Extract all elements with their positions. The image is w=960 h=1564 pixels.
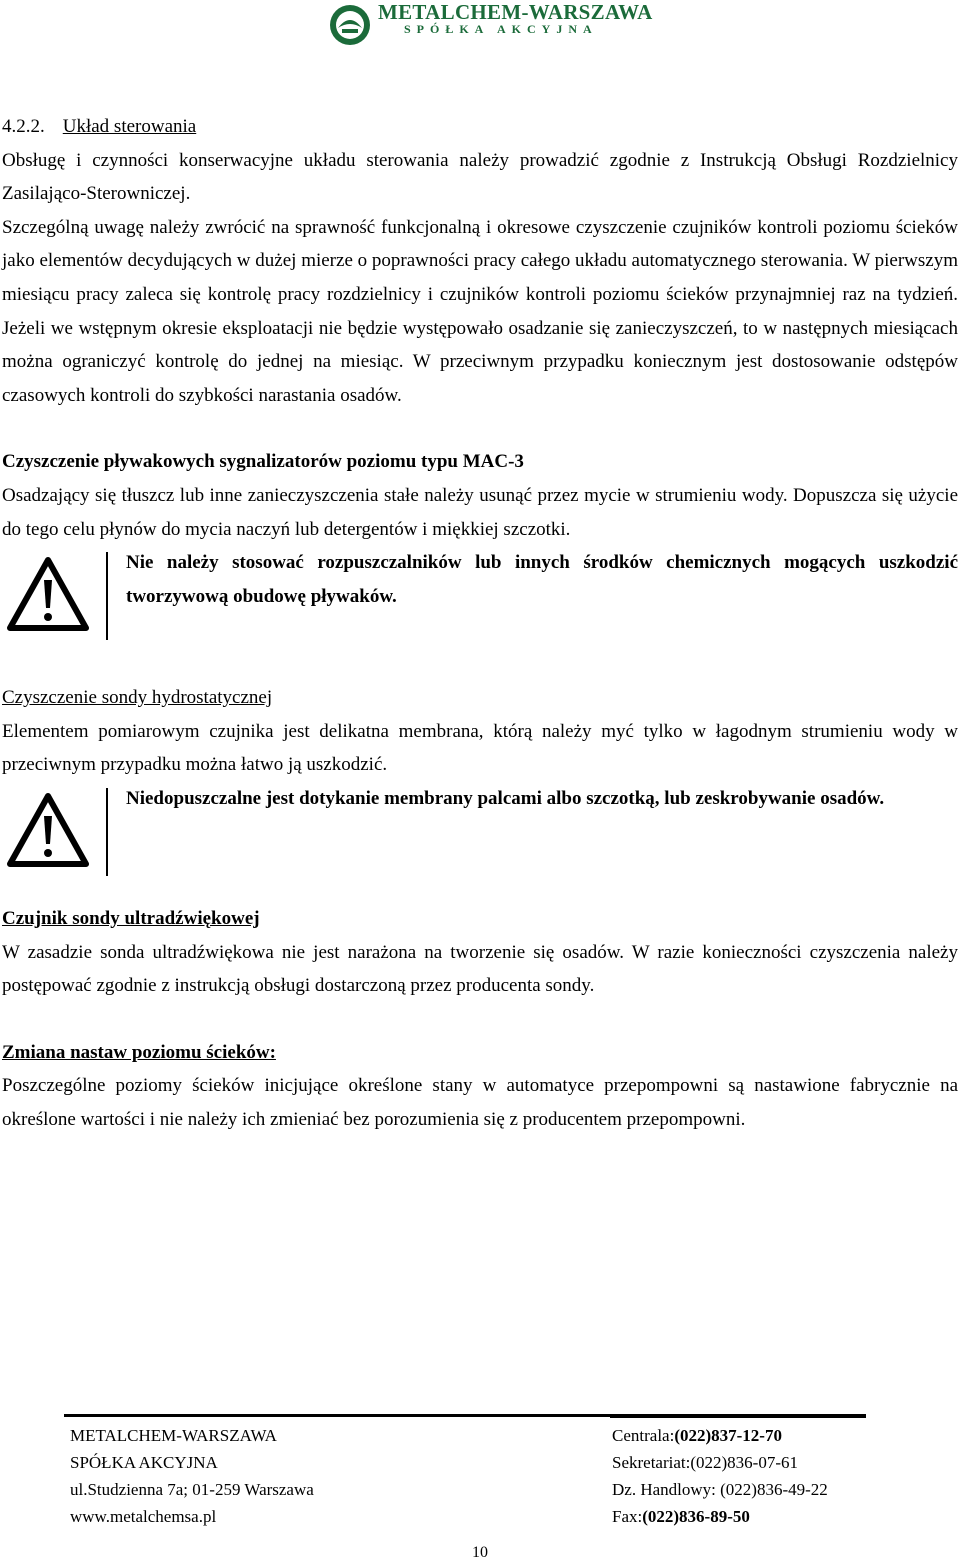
section-title: Układ sterowania <box>62 116 197 137</box>
section-heading <box>2 110 958 144</box>
paragraph: Obsługę i czynności konserwacyjne układu sterowania należy prowadzić zgodnie z Instrukcją Obsługi Rozdzielnicy Zasilająco-Sterowniczej. <box>2 149 958 205</box>
footer-rule-accent <box>610 1415 866 1418</box>
settings-text: Poszczególne poziomy ścieków inicjujące określone stany w automatyce przepompowni są nastawione fabrycznie na określone wartości i nie należy ich zmieniać bez porozumienia się z producentem przepompowni. <box>2 1075 958 1130</box>
paragraph: Szczególną uwagę należy zwrócić na sprawność funkcjonalną i okresowe czyszczenie czujników kontroli poziomu ścieków jako elementów decydujących w dużej mierze o poprawności pracy całego układu automatycznego sterowania. W pierwszym miesiącu pracy zaleca się kontrolę pracy rozdzielnicy i czujników kontroli poziomu ścieków przynajmniej raz na tydzień. Jeżeli we wstępnym okresie eksploatacji nie będzie występowało osadzanie się zanieczyszczeń, to w następnych miesiącach można ograniczyć kontrolę do jednej na miesiąc. W przeciwnym przypadku koniecznym jest dostosowanie odstępów czasowych kontroli do szybkości narastania osadów. <box>2 216 958 406</box>
footer-right <box>612 1422 828 1530</box>
footer-central: Centrala:(022)837-12-70 <box>612 1426 782 1445</box>
warning-text: Niedopuszczalne jest dotykanie membrany palcami albo szczotką, lub zeskrobywanie osadów. <box>126 787 885 809</box>
footer-company: METALCHEM-WARSZAWA <box>70 1426 277 1445</box>
warning-triangle-icon <box>6 792 90 868</box>
footer-company-sub: SPÓŁKA AKCYJNA <box>70 1453 218 1472</box>
brand-name: METALCHEM-WARSZAWA <box>378 0 653 24</box>
footer-website[interactable]: www.metalchemsa.pl <box>70 1507 217 1526</box>
footer-fax: Fax:(022)836-89-50 <box>612 1507 750 1526</box>
brand-subtitle: SPÓŁKA AKCYJNA <box>404 22 598 36</box>
probe-warning <box>2 782 958 884</box>
probe-heading: Czyszczenie sondy hydrostatycznej <box>2 687 273 709</box>
document-body <box>2 110 958 1136</box>
footer-left <box>70 1422 314 1530</box>
ultrasonic-text: W zasadzie sonda ultradźwiękowa nie jest narażona na tworzenie się osadów. W razie konieczności czyszczenia należy postępować zgodnie z instrukcją obsługi dostarczoną przez producenta sondy. <box>2 941 958 997</box>
footer-sales: Dz. Handlowy: (022)836-49-22 <box>612 1480 828 1499</box>
probe-text: Elementem pomiarowym czujnika jest delikatna membrana, którą należy myć tylko w łagodnym strumieniu wody w przeciwnym przypadku można łatwo ją uszkodzić. <box>2 720 958 776</box>
page-header <box>0 0 960 48</box>
floats-warning <box>2 546 958 648</box>
page-number: 10 <box>472 1544 488 1561</box>
settings-heading: Zmiana nastaw poziomu ścieków: <box>2 1041 276 1063</box>
ultrasonic-heading: Czujnik sondy ultradźwiękowej <box>2 907 260 929</box>
section-number: 4.2.2. <box>2 116 45 137</box>
divider <box>106 552 108 640</box>
warning-triangle-icon <box>6 556 90 632</box>
floats-heading: Czyszczenie pływakowych sygnalizatorów poziomu typu MAC-3 <box>2 451 524 473</box>
warning-text: Nie należy stosować rozpuszczalników lub innych środków chemicznych mogących uszkodzić tworzywową obudowę pływaków. <box>126 552 958 607</box>
company-logo-icon <box>329 4 371 46</box>
floats-text: Osadzający się tłuszcz lub inne zanieczyszczenia stałe należy usunąć przez mycie w strumieniu wody. Dopuszcza się użycie do tego celu płynów do mycia naczyń lub detergentów i miękkiej szczotki. <box>2 484 958 540</box>
divider <box>106 788 108 876</box>
footer-secretariat: Sekretariat:(022)836-07-61 <box>612 1453 798 1472</box>
footer-address: ul.Studzienna 7a; 01-259 Warszawa <box>70 1480 314 1499</box>
